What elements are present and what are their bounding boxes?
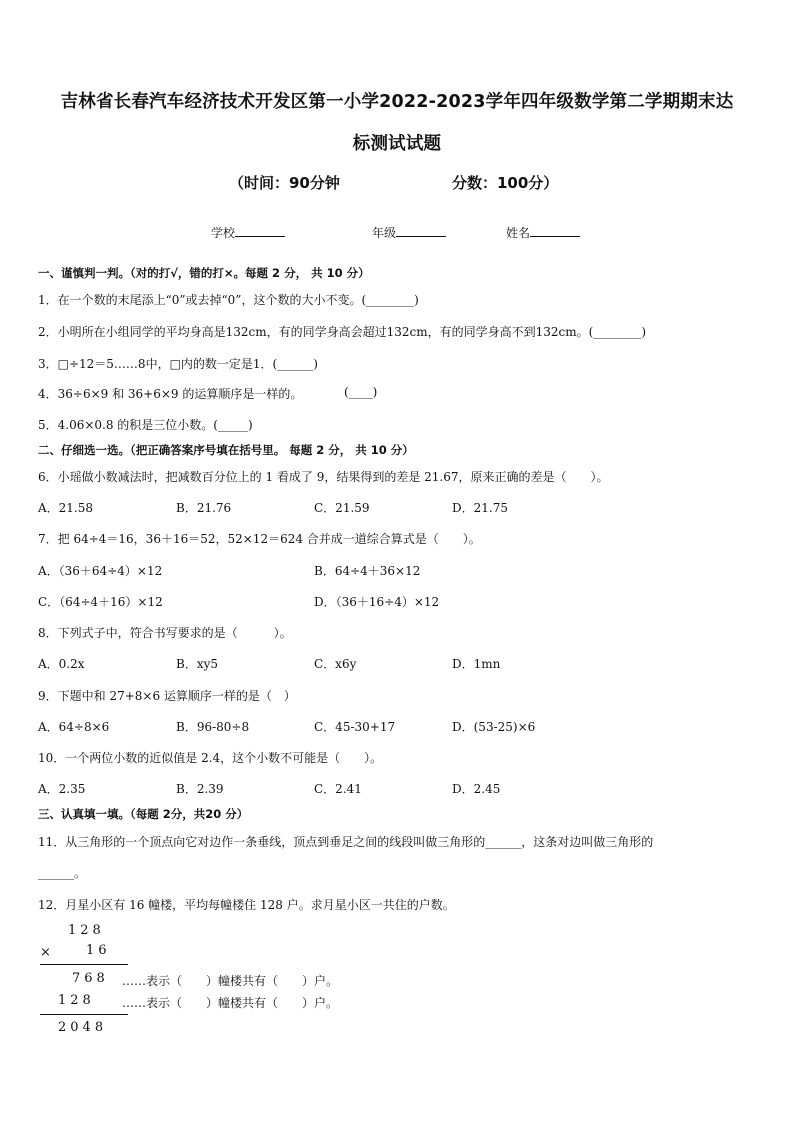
q7-option-c[interactable]: C．（64÷4＋16）×12 <box>38 595 163 609</box>
question-11-line2: ______。 <box>38 866 87 880</box>
calc-multiplier: 16 <box>86 943 111 958</box>
calc-result: 2048 <box>58 1020 108 1035</box>
q6-option-d[interactable]: D．21.75 <box>452 501 508 515</box>
question-5: 5．4.06×0.8 的积是三位小数。(_____) <box>38 418 253 432</box>
name-field[interactable] <box>506 224 580 241</box>
question-6: 6．小瑶做小数减法时，把减数百分位上的 1 看成了 9，结果得到的差是 21.67，原来正确的差是（ ）。 <box>38 470 609 484</box>
grade-blank[interactable] <box>396 224 446 237</box>
calc-multiplicand: 128 <box>68 923 105 938</box>
question-12: 12．月星小区有 16 幢楼，平均每幢楼住 128 户。求月星小区一共住的户数。 <box>38 898 455 912</box>
calc-times-sign: × <box>40 945 55 960</box>
q6-option-b[interactable]: B．21.76 <box>176 501 232 515</box>
question-8: 8．下列式子中，符合书写要求的是（ ）。 <box>38 626 292 640</box>
calc-rule-1 <box>40 964 128 965</box>
question-7: 7．把 64÷4＝16，36＋16＝52，52×12＝624 合并成一道综合算式是（ ）。 <box>38 532 481 546</box>
exam-time: （时间：90分钟 <box>229 174 340 192</box>
q9-option-c[interactable]: C．45-30+17 <box>314 720 396 734</box>
school-label: 学校 <box>211 226 236 240</box>
q8-option-d[interactable]: D．1mn <box>452 657 501 671</box>
q6-option-a[interactable]: A．21.58 <box>38 501 94 515</box>
section2-heading: 二、仔细选一选。（把正确答案序号填在括号里。 每题 2 分， 共 10 分） <box>38 443 414 457</box>
question-11-line1: 11．从三角形的一个顶点向它对边作一条垂线，顶点到垂足之间的线段叫做三角形的______，这条对边叫做三角形的 <box>38 835 654 849</box>
q9-option-d[interactable]: D．(53-25)×6 <box>452 720 536 734</box>
q9-option-a[interactable]: A．64÷8×6 <box>38 720 110 734</box>
calc-partial-2-note: ……表示（ ）幢楼共有（ ）户。 <box>122 996 339 1010</box>
q8-option-a[interactable]: A．0.2x <box>38 657 85 671</box>
page-title-line1: 吉林省长春汽车经济技术开发区第一小学2022-2023学年四年级数学第二学期期末达 <box>60 92 734 112</box>
page-title-line2: 标测试试题 <box>352 134 442 154</box>
q8-option-b[interactable]: B．xy5 <box>176 657 219 671</box>
q7-option-b[interactable]: B．64÷4＋36×12 <box>314 564 421 578</box>
question-3: 3．□÷12＝5……8中，□内的数一定是1．(______) <box>38 357 318 371</box>
name-label: 姓名 <box>506 226 531 240</box>
calc-partial-2: 128 <box>58 993 95 1008</box>
section3-heading: 三、认真填一填。（每题 2分，共20 分） <box>38 807 249 821</box>
q6-option-c[interactable]: C．21.59 <box>314 501 370 515</box>
q9-option-b[interactable]: B．96-80÷8 <box>176 720 250 734</box>
question-1: 1．在一个数的末尾添上“0”或去掉“0”，这个数的大小不变。(________) <box>38 293 419 307</box>
question-9: 9．下题中和 27+8×6 运算顺序一样的是（ ） <box>38 689 296 703</box>
school-blank[interactable] <box>235 224 285 237</box>
q8-option-c[interactable]: C．x6y <box>314 657 357 671</box>
q10-option-a[interactable]: A．2.35 <box>38 782 86 796</box>
calc-partial-1-note: ……表示（ ）幢楼共有（ ）户。 <box>122 974 339 988</box>
grade-field[interactable] <box>372 224 446 241</box>
grade-label: 年级 <box>372 226 397 240</box>
q7-option-d[interactable]: D．（36＋16÷4）×12 <box>314 595 440 609</box>
calc-partial-1: 768 <box>72 971 109 986</box>
exam-score: 分数：100分） <box>452 174 559 192</box>
q10-option-c[interactable]: C．2.41 <box>314 782 362 796</box>
school-field[interactable] <box>211 224 285 241</box>
q10-option-d[interactable]: D．2.45 <box>452 782 501 796</box>
calc-rule-2 <box>40 1014 128 1015</box>
section1-heading: 一、谨慎判一判。（对的打√，错的打×。每题 2 分， 共 10 分） <box>38 266 370 280</box>
question-2: 2．小明所在小组同学的平均身高是132cm，有的同学身高会超过132cm，有的同学身高不到132cm。(________) <box>38 325 647 339</box>
question-4-blank: (____) <box>344 385 378 399</box>
name-blank[interactable] <box>530 224 580 237</box>
question-4: 4．36÷6×9 和 36+6×9 的运算顺序是一样的。 <box>38 387 303 401</box>
question-10: 10．一个两位小数的近似值是 2.4，这个小数不可能是（ ）。 <box>38 751 383 765</box>
q7-option-a[interactable]: A．（36＋64÷4）×12 <box>38 564 163 578</box>
q10-option-b[interactable]: B．2.39 <box>176 782 224 796</box>
